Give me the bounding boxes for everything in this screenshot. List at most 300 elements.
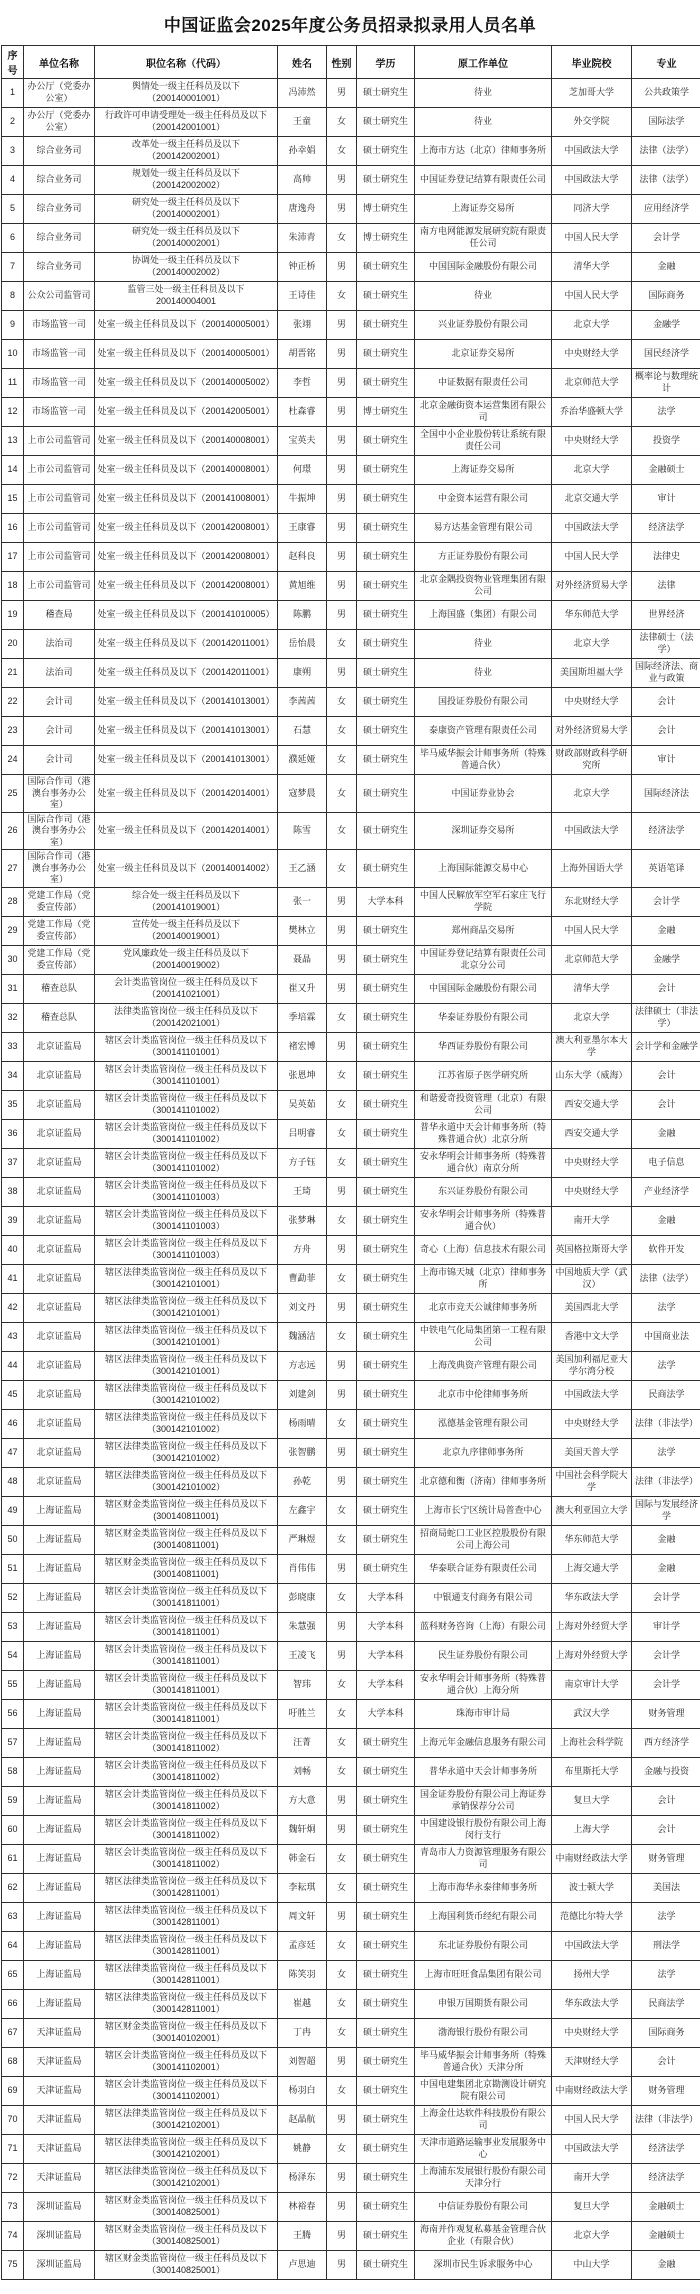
table-cell: 北京大学 xyxy=(552,456,632,485)
table-cell: 上海元年金融信息服务有限公司 xyxy=(415,1728,552,1757)
table-cell: 波士顿大学 xyxy=(552,1873,632,1902)
table-cell: 法律类监管岗位一级主任科员及以下（200142021001） xyxy=(95,1003,278,1032)
table-cell: 处室一级主任科员及以下（200142008001） xyxy=(95,543,278,572)
table-cell: 39 xyxy=(2,1206,24,1235)
table-cell: 14 xyxy=(2,456,24,485)
table-row xyxy=(2,2047,700,2076)
table-cell: 方子钰 xyxy=(278,1148,327,1177)
table-cell: 杨雨晴 xyxy=(278,1409,327,1438)
table-cell: 男 xyxy=(327,427,357,456)
table-cell: 南开大学 xyxy=(552,2163,632,2192)
table-cell: 审计 xyxy=(632,485,700,514)
table-cell: 法学 xyxy=(632,1438,700,1467)
table-cell: 女 xyxy=(327,1496,357,1525)
table-cell: 大学本科 xyxy=(357,1641,415,1670)
table-cell: 上海国利货币经纪有限公司 xyxy=(415,1902,552,1931)
table-cell: 魏涵洁 xyxy=(278,1322,327,1351)
table-cell: 经济法学 xyxy=(632,2134,700,2163)
table-cell: 会计司 xyxy=(24,688,95,717)
table-cell: 27 xyxy=(2,850,24,888)
table-cell: 上市公司监管司 xyxy=(24,485,95,514)
table-cell: 辖区法律类监管岗位一级主任科员及以下（300142101001） xyxy=(95,1322,278,1351)
table-cell: 硕士研究生 xyxy=(357,630,415,659)
table-cell: 综合业务司 xyxy=(24,253,95,282)
table-cell: 女 xyxy=(327,775,357,813)
table-cell: 国际与发展经济学 xyxy=(632,1496,700,1525)
table-row xyxy=(2,1786,700,1815)
table-cell: 辖区法律类监管岗位一级主任科员及以下（300142811001） xyxy=(95,1931,278,1960)
table-cell: 彭晓康 xyxy=(278,1583,327,1612)
table-cell: 深圳证监局 xyxy=(24,2250,95,2279)
table-cell: 英语笔译 xyxy=(632,850,700,888)
table-cell: 65 xyxy=(2,1960,24,1989)
table-cell: 男 xyxy=(327,1815,357,1844)
table-cell: 51 xyxy=(2,1554,24,1583)
table-cell: 男 xyxy=(327,659,357,688)
table-cell: 申银万国期货有限公司 xyxy=(415,1989,552,2018)
table-cell: 中国证券登记结算有限责任公司北京分公司 xyxy=(415,945,552,974)
table-cell: 辖区会计类监管岗位一级主任科员及以下（300141101002） xyxy=(95,1148,278,1177)
table-cell: 金融 xyxy=(632,1554,700,1583)
table-cell: 国际合作司（港澳台事务办公室） xyxy=(24,775,95,813)
table-cell: 市场监管一司 xyxy=(24,398,95,427)
table-cell: 上海社会科学院 xyxy=(552,1728,632,1757)
table-cell: 女 xyxy=(327,1844,357,1873)
table-cell: 处室一级主任科员及以下（200140008001） xyxy=(95,427,278,456)
table-cell: 男 xyxy=(327,485,357,514)
table-cell: 男 xyxy=(327,2047,357,2076)
table-cell: 2 xyxy=(2,108,24,137)
column-header: 学历 xyxy=(357,46,415,79)
table-cell: 方正证券股份有限公司 xyxy=(415,543,552,572)
table-cell: 上海对外经贸大学 xyxy=(552,1612,632,1641)
table-cell: 男 xyxy=(327,311,357,340)
table-cell: 硕士研究生 xyxy=(357,1496,415,1525)
table-cell: 硕士研究生 xyxy=(357,717,415,746)
table-cell: 华东政法大学 xyxy=(552,1989,632,2018)
table-cell: 23 xyxy=(2,717,24,746)
table-row xyxy=(2,427,700,456)
table-cell: 国际合作司（港澳台事务办公室） xyxy=(24,812,95,850)
table-cell: 青岛市人力资源管理服务有限公司 xyxy=(415,1844,552,1873)
table-cell: 中山大学 xyxy=(552,2250,632,2279)
table-cell: 法学 xyxy=(632,398,700,427)
recruitment-table xyxy=(1,45,700,2280)
table-cell: 中国证券登记结算有限责任公司 xyxy=(415,166,552,195)
table-cell: 21 xyxy=(2,659,24,688)
table-cell: 男 xyxy=(327,1612,357,1641)
table-cell: 46 xyxy=(2,1409,24,1438)
table-cell: 7 xyxy=(2,253,24,282)
table-cell: 美国法 xyxy=(632,1873,700,1902)
table-cell: 辖区会计类监管岗位一级主任科员及以下（300141811001） xyxy=(95,1670,278,1699)
table-cell: 辖区会计类监管岗位一级主任科员及以下（300141102001） xyxy=(95,2047,278,2076)
table-cell: 寇梦晨 xyxy=(278,775,327,813)
table-cell: 女 xyxy=(327,2018,357,2047)
table-cell: 上海外国语大学 xyxy=(552,850,632,888)
table-cell: 李耘琪 xyxy=(278,1873,327,1902)
table-cell: 西安交通大学 xyxy=(552,1090,632,1119)
table-cell: 63 xyxy=(2,1902,24,1931)
table-cell: 10 xyxy=(2,340,24,369)
table-cell: 硕士研究生 xyxy=(357,1902,415,1931)
table-cell: 3 xyxy=(2,137,24,166)
table-cell: 金融 xyxy=(632,916,700,945)
table-cell: 国际法学 xyxy=(632,108,700,137)
table-cell: 处室一级主任科员及以下（200141013001） xyxy=(95,746,278,775)
table-cell: 上海金仕达软件科技股份有限公司 xyxy=(415,2105,552,2134)
table-cell: 上海证监局 xyxy=(24,1757,95,1786)
table-header-row xyxy=(2,46,700,79)
table-cell: 8 xyxy=(2,282,24,311)
table-cell: 北京证监局 xyxy=(24,1322,95,1351)
table-row xyxy=(2,2018,700,2047)
table-cell: 魏轩炯 xyxy=(278,1815,327,1844)
table-cell: 男 xyxy=(327,1641,357,1670)
table-row xyxy=(2,572,700,601)
table-cell: 办公厅（党委办公室） xyxy=(24,79,95,108)
table-cell: 62 xyxy=(2,1873,24,1902)
table-cell: 女 xyxy=(327,2134,357,2163)
table-cell: 上市公司监管司 xyxy=(24,572,95,601)
table-cell: 韩金石 xyxy=(278,1844,327,1873)
table-cell: 中国政法大学 xyxy=(552,1380,632,1409)
table-cell: 中央财经大学 xyxy=(552,688,632,717)
table-cell: 武汉大学 xyxy=(552,1699,632,1728)
table-cell: 30 xyxy=(2,945,24,974)
table-cell: 31 xyxy=(2,974,24,1003)
table-row xyxy=(2,2250,700,2279)
table-cell: 硕士研究生 xyxy=(357,543,415,572)
table-cell: 硕士研究生 xyxy=(357,1090,415,1119)
table-cell: 硕士研究生 xyxy=(357,659,415,688)
table-cell: 北京证监局 xyxy=(24,1467,95,1496)
table-cell: 辖区会计类监管岗位一级主任科员及以下（300141101001） xyxy=(95,1032,278,1061)
table-cell: 中国证券业协会 xyxy=(415,775,552,813)
table-cell: 上市公司监管司 xyxy=(24,543,95,572)
table-cell: 硕士研究生 xyxy=(357,572,415,601)
table-cell: 崔越 xyxy=(278,1989,327,2018)
table-cell: 中南财经政法大学 xyxy=(552,2076,632,2105)
table-cell: 女 xyxy=(327,1931,357,1960)
table-cell: 会计学 xyxy=(632,887,700,916)
table-cell: 男 xyxy=(327,1554,357,1583)
table-cell: 男 xyxy=(327,1235,357,1264)
table-cell: 女 xyxy=(327,1061,357,1090)
table-cell: 25 xyxy=(2,775,24,813)
table-cell: 曹勐菲 xyxy=(278,1264,327,1293)
table-row xyxy=(2,1670,700,1699)
table-cell: 陈雪 xyxy=(278,812,327,850)
table-cell: 上海市旺旺食品集团有限公司 xyxy=(415,1960,552,1989)
table-cell: 上海交通大学 xyxy=(552,1554,632,1583)
table-cell: 中国政法大学 xyxy=(552,812,632,850)
table-cell: 金融 xyxy=(632,1119,700,1148)
table-cell: 67 xyxy=(2,2018,24,2047)
table-cell: 硕士研究生 xyxy=(357,2221,415,2250)
table-row xyxy=(2,974,700,1003)
table-cell: 女 xyxy=(327,717,357,746)
table-cell: 规划处一级主任科员及以下（200142002002） xyxy=(95,166,278,195)
table-row xyxy=(2,369,700,398)
table-cell: 崔又升 xyxy=(278,974,327,1003)
table-cell: 硕士研究生 xyxy=(357,974,415,1003)
table-cell: 20 xyxy=(2,630,24,659)
table-cell: 71 xyxy=(2,2134,24,2163)
table-cell: 女 xyxy=(327,812,357,850)
table-cell: 处室一级主任科员及以下（200142008001） xyxy=(95,514,278,543)
table-cell: 58 xyxy=(2,1757,24,1786)
table-cell: 北京师范大学 xyxy=(552,369,632,398)
table-cell: 硕士研究生 xyxy=(357,746,415,775)
table-row xyxy=(2,1699,700,1728)
table-cell: 胡晋铭 xyxy=(278,340,327,369)
table-cell: 16 xyxy=(2,514,24,543)
table-cell: 硕士研究生 xyxy=(357,2163,415,2192)
table-cell: 党建工作局（党委宣传部） xyxy=(24,916,95,945)
table-cell: 王诗佳 xyxy=(278,282,327,311)
table-row xyxy=(2,2076,700,2105)
table-cell: 硕士研究生 xyxy=(357,2076,415,2105)
table-row xyxy=(2,1757,700,1786)
table-cell: 辖区法律类监管岗位一级主任科员及以下（300142101002） xyxy=(95,1409,278,1438)
table-cell: 上海市锦天城（北京）律师事务所 xyxy=(415,1264,552,1293)
table-cell: 硕士研究生 xyxy=(357,1728,415,1757)
table-cell: 北京大学 xyxy=(552,1003,632,1032)
table-cell: 女 xyxy=(327,137,357,166)
table-row xyxy=(2,514,700,543)
table-cell: 中国政法大学 xyxy=(552,2134,632,2163)
table-cell: 中铁电气化局集团第一工程有限公司 xyxy=(415,1322,552,1351)
table-cell: 男 xyxy=(327,166,357,195)
table-cell: 和谐爱奇投资管理（北京）有限公司 xyxy=(415,1090,552,1119)
table-cell: 上海证券交易所 xyxy=(415,456,552,485)
table-cell: 易方达基金管理有限公司 xyxy=(415,514,552,543)
table-cell: 硕士研究生 xyxy=(357,340,415,369)
table-cell: 13 xyxy=(2,427,24,456)
table-cell: 经济法学 xyxy=(632,812,700,850)
table-cell: 审计学 xyxy=(632,1612,700,1641)
table-cell: 女 xyxy=(327,1670,357,1699)
table-row xyxy=(2,1583,700,1612)
table-cell: 汪菁 xyxy=(278,1728,327,1757)
table-cell: 西方经济学 xyxy=(632,1728,700,1757)
table-row xyxy=(2,1728,700,1757)
table-cell: 中国政法大学 xyxy=(552,1931,632,1960)
table-cell: 上海茂典资产管理有限公司 xyxy=(415,1351,552,1380)
table-cell: 法学 xyxy=(632,1293,700,1322)
table-cell: 金融硕士 xyxy=(632,2192,700,2221)
table-row xyxy=(2,1206,700,1235)
table-cell: 普华永道中天会计师事务所 xyxy=(415,1757,552,1786)
table-cell: 英国格拉斯哥大学 xyxy=(552,1235,632,1264)
table-cell: 中国社会科学院大学 xyxy=(552,1467,632,1496)
table-cell: 南京审计大学 xyxy=(552,1670,632,1699)
table-row xyxy=(2,311,700,340)
table-cell: 华西证券股份有限公司 xyxy=(415,1032,552,1061)
table-cell: 北京证监局 xyxy=(24,1351,95,1380)
table-cell: 珠海市审计局 xyxy=(415,1699,552,1728)
table-cell: 王腾 xyxy=(278,2221,327,2250)
table-cell: 北京大学 xyxy=(552,311,632,340)
table-cell: 国际经济法、商业与政策 xyxy=(632,659,700,688)
table-cell: 辖区会计类监管岗位一级主任科员及以下（300141101002） xyxy=(95,1119,278,1148)
table-cell: 硕士研究生 xyxy=(357,1844,415,1873)
table-cell: 硕士研究生 xyxy=(357,1003,415,1032)
table-cell: 硕士研究生 xyxy=(357,1525,415,1554)
table-cell: 辖区财金类监管岗位一级主任科员及以下（300140102001） xyxy=(95,2018,278,2047)
table-cell: 中证数据有限责任公司 xyxy=(415,369,552,398)
table-row xyxy=(2,1380,700,1409)
table-cell: 37 xyxy=(2,1148,24,1177)
table-cell: 全国中小企业股份转让系统有限责任公司 xyxy=(415,427,552,456)
table-cell: 濮延娅 xyxy=(278,746,327,775)
table-cell: 钟正桥 xyxy=(278,253,327,282)
table-cell: 辖区法律类监管岗位一级主任科员及以下（300142102001） xyxy=(95,2105,278,2134)
table-row xyxy=(2,2134,700,2163)
table-cell: 北京证监局 xyxy=(24,1061,95,1090)
table-cell: 综合业务司 xyxy=(24,166,95,195)
table-cell: 56 xyxy=(2,1699,24,1728)
table-cell: 女 xyxy=(327,1989,357,2018)
table-cell: 大学本科 xyxy=(357,1583,415,1612)
column-header: 专业 xyxy=(632,46,700,79)
table-cell: 女 xyxy=(327,2076,357,2105)
table-cell: 硕士研究生 xyxy=(357,1148,415,1177)
table-cell: 美国斯坦福大学 xyxy=(552,659,632,688)
table-cell: 北京大学 xyxy=(552,775,632,813)
table-row xyxy=(2,850,700,888)
table-cell: 男 xyxy=(327,514,357,543)
table-cell: 赵晶航 xyxy=(278,2105,327,2134)
table-cell: 硕士研究生 xyxy=(357,2105,415,2134)
table-cell: 男 xyxy=(327,543,357,572)
table-cell: 孟彦廷 xyxy=(278,1931,327,1960)
table-cell: 宝英夫 xyxy=(278,427,327,456)
table-cell: 财务管理 xyxy=(632,1844,700,1873)
table-cell: 硕士研究生 xyxy=(357,1931,415,1960)
table-cell: 硕士研究生 xyxy=(357,2192,415,2221)
table-cell: 金融硕士 xyxy=(632,2221,700,2250)
table-cell: 金融 xyxy=(632,1525,700,1554)
table-cell: 上海证监局 xyxy=(24,1554,95,1583)
table-cell: 法律（法学） xyxy=(632,1264,700,1293)
table-cell: 王康睿 xyxy=(278,514,327,543)
table-cell: 40 xyxy=(2,1235,24,1264)
table-cell: 刘智超 xyxy=(278,2047,327,2076)
table-cell: 辖区法律类监管岗位一级主任科员及以下（300142101001） xyxy=(95,1293,278,1322)
table-cell: 上海证监局 xyxy=(24,1815,95,1844)
table-cell: 辖区会计类监管岗位一级主任科员及以下（300141101003） xyxy=(95,1206,278,1235)
table-cell: 党建工作局（党委宣传部） xyxy=(24,945,95,974)
table-cell: 张梦琳 xyxy=(278,1206,327,1235)
table-cell: 吁胜兰 xyxy=(278,1699,327,1728)
table-cell: 29 xyxy=(2,916,24,945)
table-cell: 聂晶 xyxy=(278,945,327,974)
table-cell: 64 xyxy=(2,1931,24,1960)
table-cell: 蓝科财务咨询（上海）有限公司 xyxy=(415,1612,552,1641)
table-cell: 党建工作局（党委宣传部） xyxy=(24,887,95,916)
table-row xyxy=(2,659,700,688)
table-cell: 中国地质大学（武汉） xyxy=(552,1264,632,1293)
table-cell: 硕士研究生 xyxy=(357,1235,415,1264)
table-cell: 东北财经大学 xyxy=(552,887,632,916)
table-cell: 严琳煜 xyxy=(278,1525,327,1554)
table-cell: 国际商务 xyxy=(632,282,700,311)
table-cell: 辖区法律类监管岗位一级主任科员及以下（300142102001） xyxy=(95,2134,278,2163)
table-cell: 会计类监管岗位一级主任科员及以下（200141021001） xyxy=(95,974,278,1003)
table-cell: 男 xyxy=(327,2250,357,2279)
table-row xyxy=(2,1351,700,1380)
table-row xyxy=(2,340,700,369)
table-cell: 南方电网能源发展研究院有限责任公司 xyxy=(415,224,552,253)
table-cell: 辖区法律类监管岗位一级主任科员及以下（300142102001） xyxy=(95,2163,278,2192)
table-cell: 天津证监局 xyxy=(24,2134,95,2163)
table-cell: 刘建剑 xyxy=(278,1380,327,1409)
table-cell: 女 xyxy=(327,1409,357,1438)
table-cell: 北京证监局 xyxy=(24,1206,95,1235)
table-cell: 法律（法学） xyxy=(632,166,700,195)
table-cell: 中央财经大学 xyxy=(552,1409,632,1438)
table-cell: 中国建设银行股份有限公司上海闵行支行 xyxy=(415,1815,552,1844)
table-cell: 9 xyxy=(2,311,24,340)
table-row xyxy=(2,630,700,659)
table-cell: 女 xyxy=(327,746,357,775)
table-cell: 张智鹏 xyxy=(278,1438,327,1467)
table-cell: 53 xyxy=(2,1612,24,1641)
table-cell: 硕士研究生 xyxy=(357,916,415,945)
table-cell: 11 xyxy=(2,369,24,398)
table-cell: 奇心（上海）信息技术有限公司 xyxy=(415,1235,552,1264)
table-cell: 硕士研究生 xyxy=(357,1554,415,1583)
table-cell: 改革处一级主任科员及以下（200142002001） xyxy=(95,137,278,166)
table-row xyxy=(2,601,700,630)
table-cell: 上海市方达（北京）律师事务所 xyxy=(415,137,552,166)
table-cell: 处室一级主任科员及以下（200142014001） xyxy=(95,812,278,850)
table-cell: 会计学 xyxy=(632,1670,700,1699)
table-cell: 安永华明会计师事务所（特殊普通合伙） xyxy=(415,1206,552,1235)
table-cell: 辖区会计类监管岗位一级主任科员及以下（300141811001） xyxy=(95,1612,278,1641)
table-cell: 法律史 xyxy=(632,543,700,572)
table-cell: 法学 xyxy=(632,1960,700,1989)
table-cell: 清华大学 xyxy=(552,974,632,1003)
table-cell: 北京证监局 xyxy=(24,1293,95,1322)
table-cell: 财务管理 xyxy=(632,2076,700,2105)
table-cell: 男 xyxy=(327,2192,357,2221)
table-row xyxy=(2,108,700,137)
table-cell: 辖区会计类监管岗位一级主任科员及以下（300141811002） xyxy=(95,1844,278,1873)
table-cell: 国际合作司（港澳台事务办公室） xyxy=(24,850,95,888)
table-cell: 女 xyxy=(327,108,357,137)
table-cell: 4 xyxy=(2,166,24,195)
table-cell: 硕士研究生 xyxy=(357,1351,415,1380)
table-cell: 北京大学 xyxy=(552,2221,632,2250)
table-cell: 女 xyxy=(327,688,357,717)
table-row xyxy=(2,2105,700,2134)
table-cell: 大学本科 xyxy=(357,1699,415,1728)
table-cell: 北京证监局 xyxy=(24,1090,95,1119)
table-cell: 男 xyxy=(327,916,357,945)
table-cell: 会计 xyxy=(632,974,700,1003)
table-cell: 美国天普大学 xyxy=(552,1438,632,1467)
table-cell: 北京证监局 xyxy=(24,1438,95,1467)
table-cell: 法学 xyxy=(632,1902,700,1931)
table-cell: 处室一级主任科员及以下（200142008001） xyxy=(95,572,278,601)
table-cell: 硕士研究生 xyxy=(357,2018,415,2047)
table-row xyxy=(2,1989,700,2018)
table-cell: 大学本科 xyxy=(357,1612,415,1641)
table-cell: 林裕春 xyxy=(278,2192,327,2221)
